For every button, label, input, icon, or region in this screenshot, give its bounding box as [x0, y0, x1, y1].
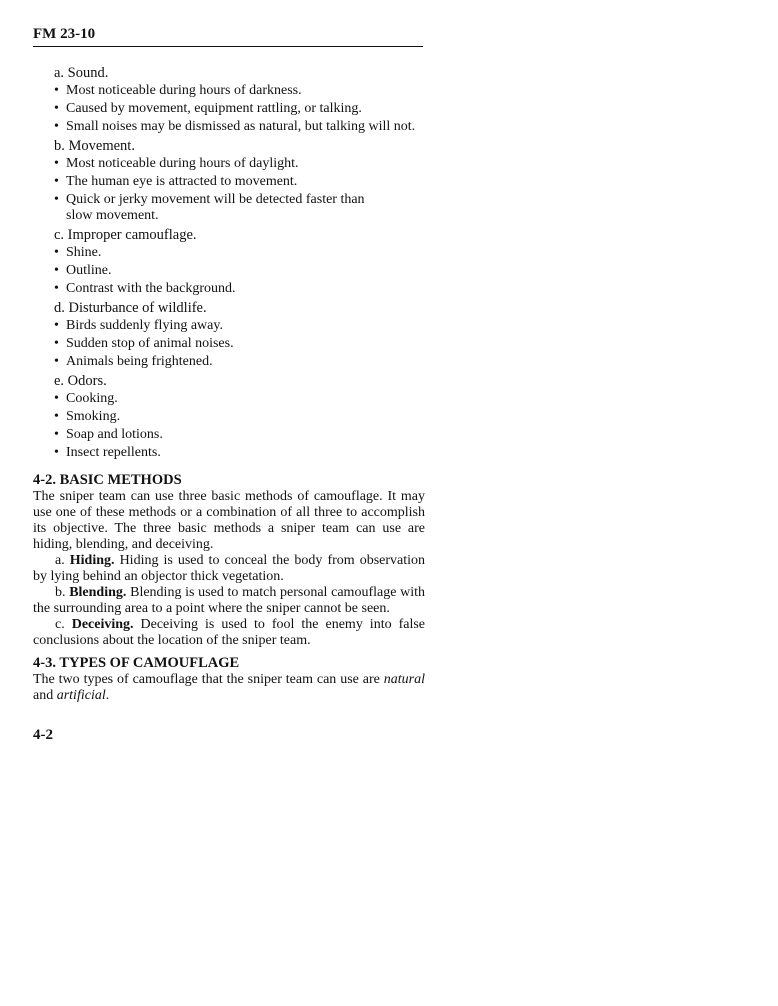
bullet-item: • Insect repellents.: [54, 445, 366, 461]
method-term: Blending.: [69, 585, 127, 600]
bullet-list: [54, 318, 434, 370]
bullet-item: • The human eye is attracted to movement.: [54, 174, 366, 190]
natural-term: natural: [383, 672, 425, 687]
indicator-group-movement: [54, 138, 434, 224]
method-term: Hiding.: [69, 553, 115, 568]
method-text: Deceiving is used to fool the enemy into false conclusions about the location of the sniper team.: [33, 617, 425, 648]
method-text: Hiding is used to conceal the body from observation by lying behind an objector thick vegetation.: [33, 553, 426, 584]
bullet-item: • Most noticeable during hours of daylight.: [54, 156, 366, 172]
method-hiding: [33, 553, 425, 585]
method-term: Deceiving.: [71, 617, 134, 632]
method-text: Blending is used to match personal camouflage with the surrounding area to a point where the sniper cannot be seen.: [33, 585, 426, 616]
artificial-term: artificial: [56, 688, 106, 703]
basic-methods-section: [33, 472, 425, 649]
page-number: 4-2: [33, 727, 53, 743]
bullet-list: [54, 83, 434, 135]
method-prefix: a.: [55, 553, 65, 568]
bullet-item: • Cooking.: [54, 391, 366, 407]
bullet-list: [54, 391, 434, 461]
indicator-heading: e. Odors.: [54, 373, 107, 389]
bullet-list: [54, 245, 434, 297]
method-prefix: c.: [55, 617, 65, 632]
bullet-item: • Animals being frightened.: [54, 354, 366, 370]
indicator-heading: a. Sound.: [54, 65, 109, 81]
indicator-heading: b. Movement.: [54, 138, 135, 154]
bullet-item: • Quick or jerky movement will be detected faster than slow movement.: [54, 192, 366, 224]
bullet-item: • Birds suddenly flying away.: [54, 318, 366, 334]
types-text: The two types of camouflage that the sniper team can use are: [33, 672, 380, 687]
indicator-heading: d. Disturbance of wildlife.: [54, 300, 207, 316]
document-id: FM 23-10: [33, 26, 96, 42]
bullet-item: • Shine.: [54, 245, 366, 261]
bullet-item: • Smoking.: [54, 409, 366, 425]
bullet-item: • Sudden stop of animal noises.: [54, 336, 366, 352]
indicator-heading: c. Improper camouflage.: [54, 227, 197, 243]
running-header: [33, 26, 423, 47]
indicator-group-sound: [54, 65, 434, 135]
bullet-item: • Soap and lotions.: [54, 427, 366, 443]
types-of-camouflage-section: [33, 655, 425, 704]
and-word: and: [33, 688, 54, 703]
types-paragraph: [33, 672, 425, 704]
bullet-item: • Most noticeable during hours of darkness.: [54, 83, 366, 99]
bullet-item: • Caused by movement, equipment rattling, or talking.: [54, 101, 366, 117]
indicator-group-improper-camouflage: [54, 227, 434, 297]
section-heading: 4-2. BASIC METHODS: [33, 472, 182, 488]
bullet-item: • Contrast with the background.: [54, 281, 366, 297]
bullet-list: [54, 156, 434, 224]
bullet-item: • Small noises may be dismissed as natural, but talking will not.: [54, 119, 426, 135]
method-deceiving: [33, 617, 425, 649]
section-heading: 4-3. TYPES OF CAMOUFLAGE: [33, 655, 240, 671]
detection-indicators-list: [54, 65, 434, 464]
bullet-item: • Outline.: [54, 263, 366, 279]
method-blending: [33, 585, 425, 617]
sentence-end: .: [105, 688, 110, 703]
method-prefix: b.: [55, 585, 66, 600]
page-footer: [33, 727, 53, 744]
indicator-group-wildlife: [54, 300, 434, 370]
indicator-group-odors: [54, 373, 434, 461]
section-intro: The sniper team can use three basic methods of camouflage. It may use one of these methods or a combination of all three to accomplish its objective. The three basic methods a sniper team can use are hiding, blending, and deceiving.: [33, 489, 425, 552]
